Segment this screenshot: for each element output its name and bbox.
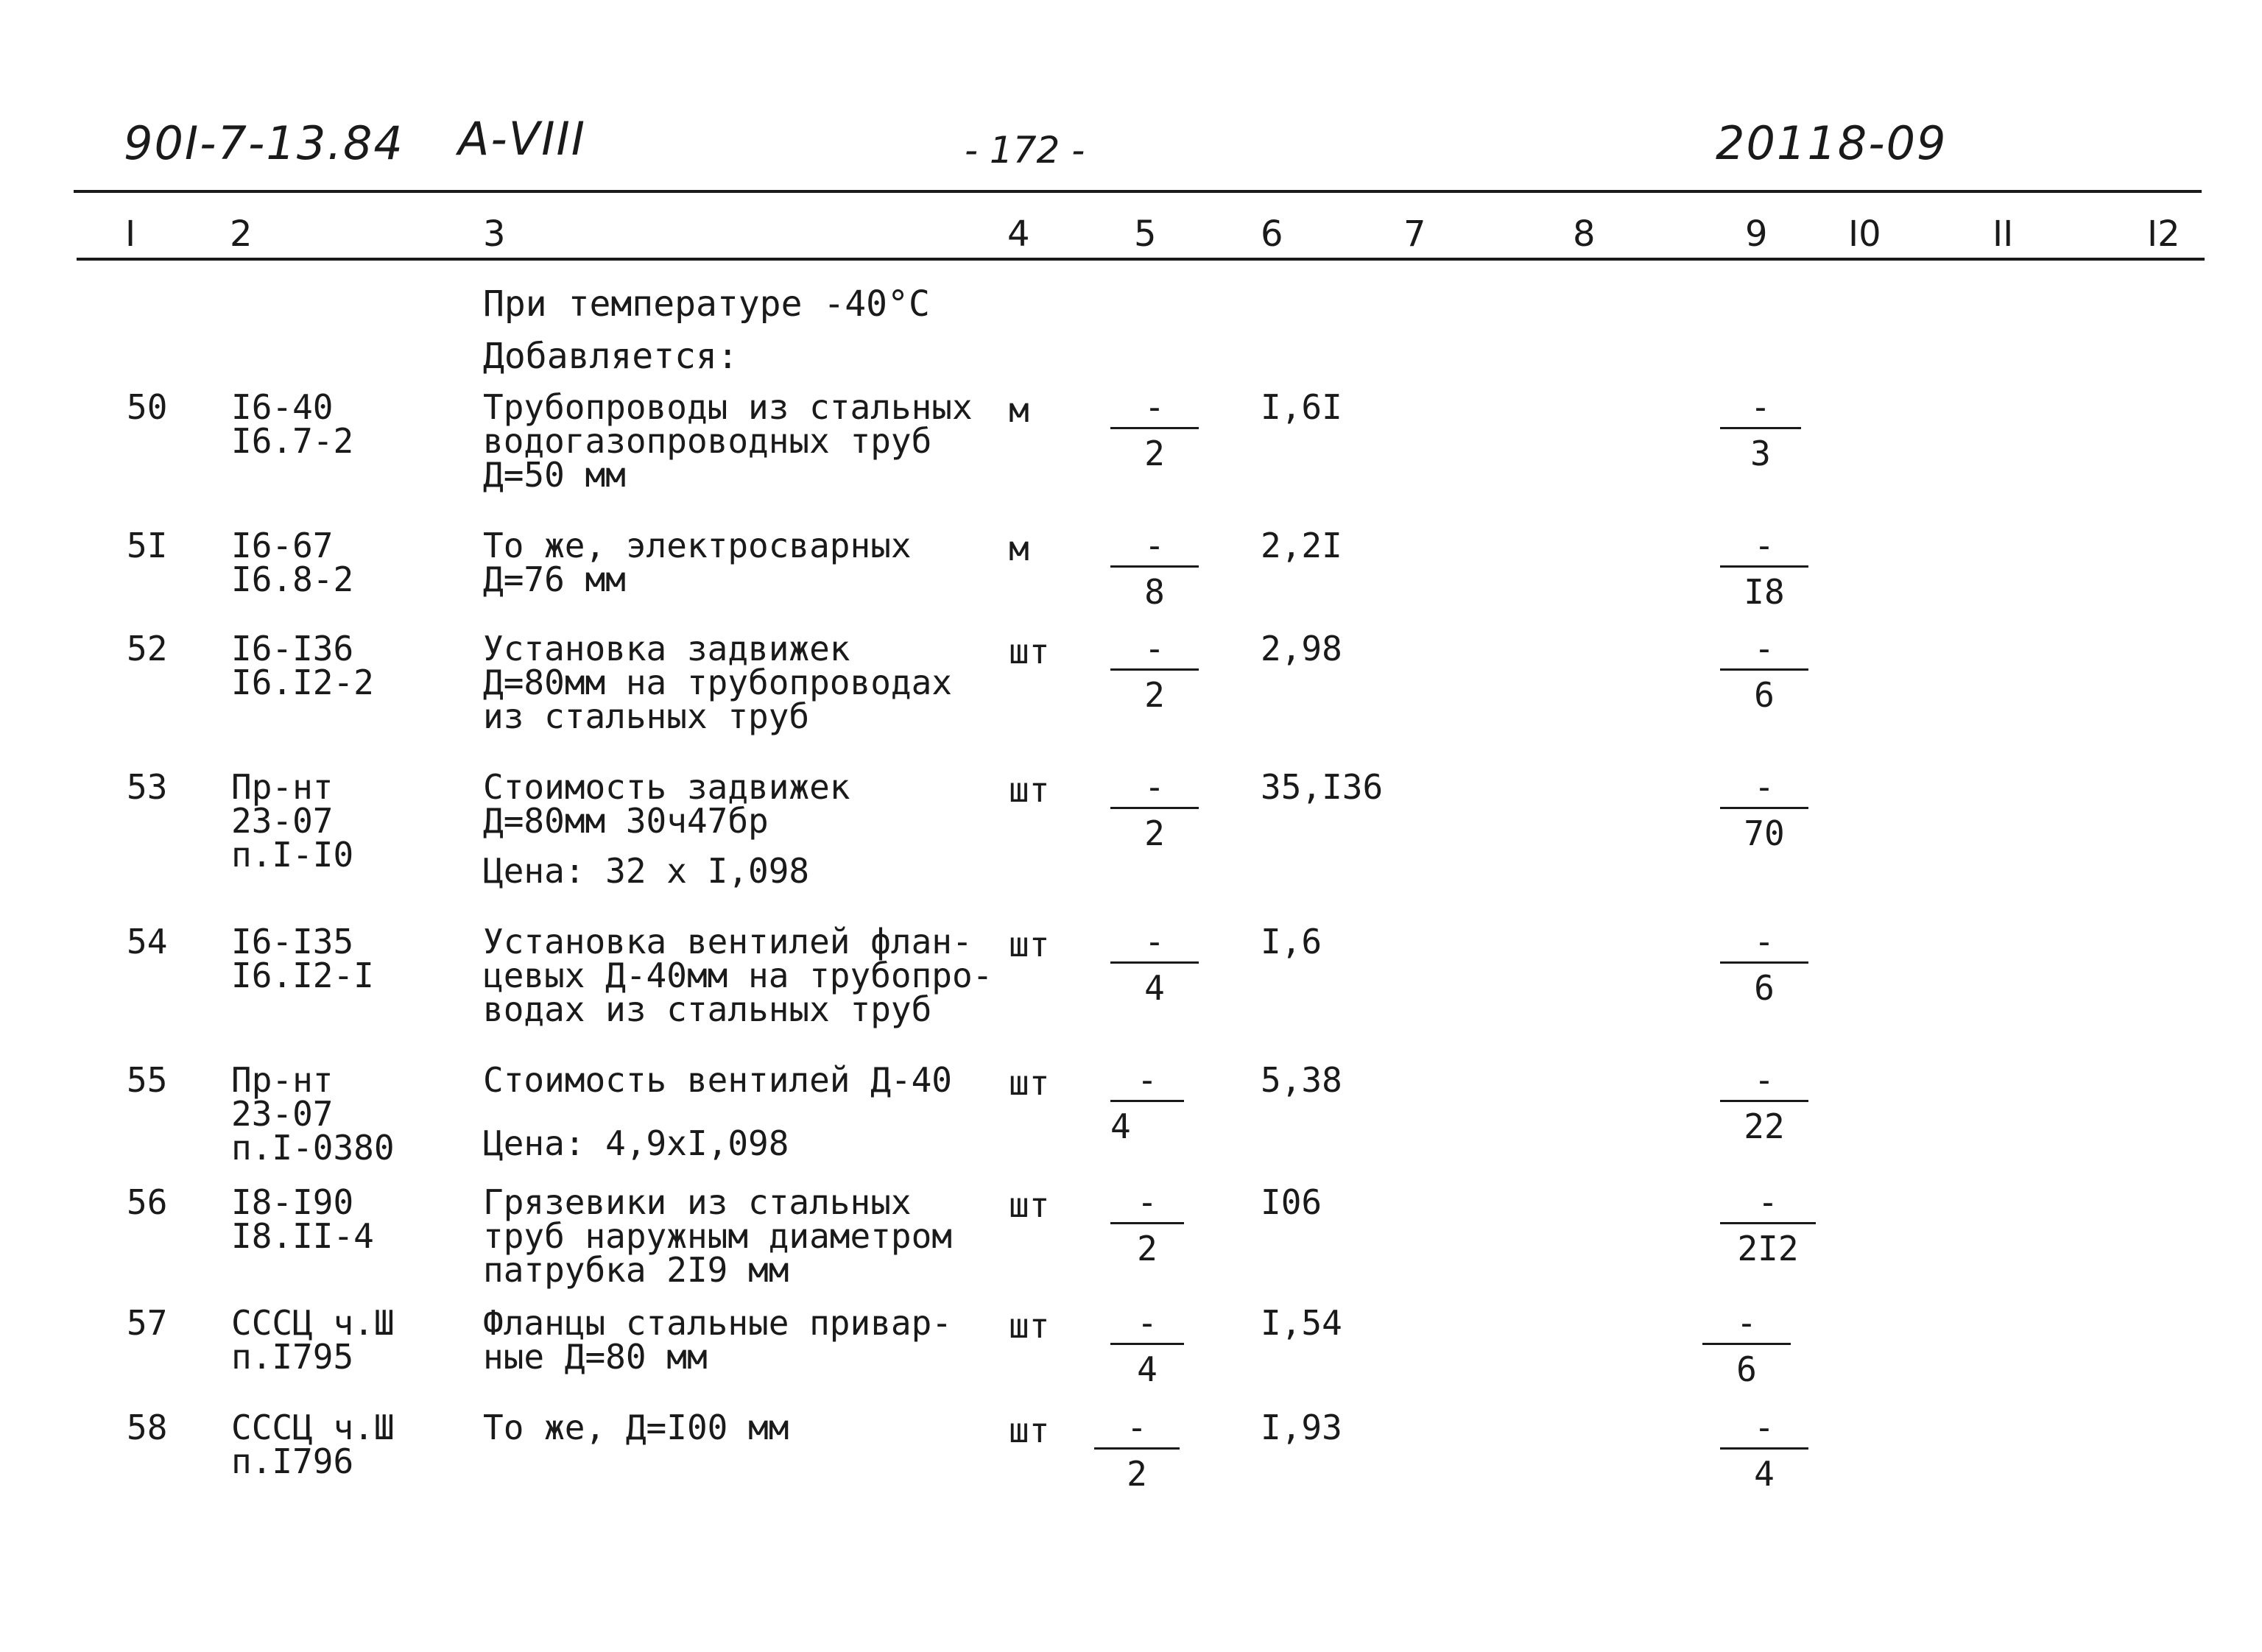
- column-number: I2: [2147, 213, 2180, 255]
- fraction-numerator: -: [1144, 387, 1165, 427]
- fraction-denominator: 4: [1754, 1454, 1775, 1494]
- fraction-denominator: 6: [1754, 968, 1775, 1008]
- fraction-numerator: -: [1137, 1060, 1158, 1100]
- fraction-numerator: -: [1144, 526, 1165, 565]
- column-number: 4: [1007, 213, 1030, 255]
- norm-code-line: 23-07: [231, 1094, 334, 1134]
- work-description: [483, 387, 973, 495]
- unit: шт: [1009, 1063, 1050, 1103]
- column-5-fraction: [1110, 767, 1199, 853]
- norm-code-line: I6.I2-2: [231, 663, 374, 702]
- norm-code: [231, 1408, 395, 1481]
- work-description: [483, 922, 993, 1029]
- norm-code: [231, 922, 374, 995]
- work-description: [483, 1408, 789, 1447]
- fraction-numerator: -: [1127, 1408, 1147, 1447]
- fraction-denominator: 2: [1137, 1229, 1158, 1268]
- column-5-fraction: [1110, 1303, 1184, 1389]
- inventory-number: 20118-09: [1716, 116, 1948, 170]
- fraction-numerator: -: [1754, 1060, 1775, 1100]
- column-number: 7: [1403, 213, 1426, 255]
- norm-code: [231, 526, 354, 599]
- column-number: I: [125, 213, 136, 255]
- norm-code: [231, 1060, 395, 1168]
- work-description: [483, 629, 952, 736]
- norm-code: [231, 629, 374, 702]
- norm-code: [231, 767, 354, 875]
- row-number: 5I: [127, 526, 168, 565]
- column-number: 6: [1261, 213, 1283, 255]
- row-number: 56: [127, 1182, 168, 1222]
- norm-code-line: Пр-нт: [231, 767, 334, 807]
- fraction-numerator: -: [1144, 922, 1165, 961]
- description-line: Грязевики из стальных: [483, 1182, 912, 1222]
- fraction-bar: [1110, 1100, 1184, 1102]
- norm-code-line: I6-I35: [231, 922, 354, 961]
- fraction-bar: [1720, 961, 1808, 964]
- norm-code: [231, 387, 354, 461]
- unit: шт: [1009, 1411, 1050, 1450]
- row-number: 54: [127, 922, 168, 961]
- column-9-fraction: [1720, 629, 1808, 715]
- fraction-denominator: 6: [1754, 675, 1775, 715]
- album-number: А-VIII: [458, 112, 587, 166]
- fraction-denominator: 4: [1110, 1106, 1131, 1146]
- fraction-numerator: -: [1137, 1182, 1158, 1222]
- column-9-fraction: [1720, 922, 1808, 1008]
- fraction-bar: [1110, 427, 1199, 429]
- description-line: Д=80мм 30ч47бр: [483, 801, 769, 841]
- section-added-label: Добавляется:: [483, 336, 739, 377]
- fraction-bar: [1110, 1343, 1184, 1345]
- description-line: То же, Д=I00 мм: [483, 1408, 789, 1447]
- norm-code-line: I8-I90: [231, 1182, 354, 1222]
- work-description: [483, 1182, 952, 1290]
- row-number: 50: [127, 387, 168, 427]
- norm-code-line: I6.8-2: [231, 560, 354, 599]
- unit: шт: [1009, 770, 1050, 810]
- description-line: То же, электросварных: [483, 526, 912, 565]
- column-6-value: 5,38: [1261, 1060, 1342, 1100]
- row-number: 58: [127, 1408, 168, 1447]
- fraction-denominator: 2: [1144, 813, 1165, 853]
- column-9-fraction: [1720, 1182, 1816, 1268]
- fraction-bar: [1720, 1447, 1808, 1450]
- fraction-bar: [1720, 565, 1808, 568]
- fraction-bar: [1094, 1447, 1180, 1450]
- fraction-denominator: 3: [1750, 434, 1771, 473]
- column-5-fraction: [1110, 922, 1199, 1008]
- fraction-bar: [1720, 1222, 1816, 1224]
- column-number: 9: [1745, 213, 1768, 255]
- fraction-bar: [1110, 565, 1199, 568]
- column-6-value: I,6I: [1261, 387, 1342, 427]
- description-line: из стальных труб: [483, 696, 810, 736]
- description-line: Трубопроводы из стальных: [483, 387, 973, 427]
- column-number: 2: [230, 213, 253, 255]
- norm-code-line: Пр-нт: [231, 1060, 334, 1100]
- column-6-value: I,54: [1261, 1303, 1342, 1343]
- fraction-denominator: I8: [1744, 572, 1785, 612]
- column-9-fraction: [1720, 1060, 1808, 1146]
- description-line: водогазопроводных труб: [483, 421, 932, 461]
- fraction-bar: [1720, 807, 1808, 809]
- norm-code-line: п.I796: [231, 1441, 354, 1481]
- column-number: II: [1993, 213, 2014, 255]
- norm-code-line: I6-40: [231, 387, 334, 427]
- norm-code-line: СССЦ ч.Ш: [231, 1408, 395, 1447]
- fraction-numerator: -: [1736, 1303, 1757, 1343]
- description-line: труб наружным диаметром: [483, 1216, 952, 1256]
- fraction-denominator: 4: [1144, 968, 1165, 1008]
- description-line: Стоимость вентилей Д-40: [483, 1060, 952, 1100]
- unit: шт: [1009, 925, 1050, 964]
- work-description: [483, 526, 912, 599]
- column-9-fraction: [1720, 1408, 1808, 1494]
- fraction-bar: [1110, 961, 1199, 964]
- section-condition: При температуре -40°C: [483, 283, 930, 325]
- fraction-bar: [1110, 1222, 1184, 1224]
- norm-code-line: п.I-I0: [231, 835, 354, 875]
- column-6-value: I,93: [1261, 1408, 1342, 1447]
- column-number: 3: [483, 213, 506, 255]
- fraction-numerator: -: [1137, 1303, 1158, 1343]
- column-9-fraction: [1702, 1303, 1791, 1389]
- top-rule: [74, 190, 2202, 193]
- row-number: 57: [127, 1303, 168, 1343]
- norm-code: [231, 1303, 395, 1377]
- column-6-value: I06: [1261, 1182, 1322, 1222]
- fraction-denominator: 6: [1736, 1349, 1757, 1389]
- norm-code: [231, 1182, 374, 1256]
- column-number: I0: [1848, 213, 1881, 255]
- column-6-value: I,6: [1261, 922, 1322, 961]
- column-number: 8: [1573, 213, 1596, 255]
- column-5-fraction: [1094, 1408, 1180, 1494]
- norm-code-line: 23-07: [231, 801, 334, 841]
- column-9-fraction: [1720, 767, 1808, 853]
- description-line: Установка задвижек: [483, 629, 850, 668]
- fraction-bar: [1720, 668, 1808, 671]
- column-9-fraction: [1720, 387, 1801, 473]
- description-line: Д=80мм на трубопроводах: [483, 663, 952, 702]
- fraction-numerator: -: [1754, 526, 1775, 565]
- column-6-value: 2,98: [1261, 629, 1342, 668]
- description-line: Установка вентилей флан-: [483, 922, 973, 961]
- column-numbers-rule: [77, 258, 2205, 261]
- fraction-denominator: 70: [1744, 813, 1785, 853]
- fraction-numerator: -: [1754, 922, 1775, 961]
- unit: шт: [1009, 1185, 1050, 1225]
- fraction-numerator: -: [1754, 1408, 1775, 1447]
- work-description: [483, 767, 850, 841]
- fraction-denominator: 4: [1137, 1349, 1158, 1389]
- description-line: водах из стальных труб: [483, 989, 932, 1029]
- fraction-numerator: -: [1758, 1182, 1778, 1222]
- column-5-fraction: [1110, 1060, 1184, 1146]
- description-line: Д=76 мм: [483, 560, 626, 599]
- fraction-numerator: -: [1754, 767, 1775, 807]
- column-5-fraction: [1110, 1182, 1184, 1268]
- column-5-fraction: [1110, 387, 1199, 473]
- column-5-fraction: [1110, 629, 1199, 715]
- price-note: Цена: 32 x I,098: [483, 851, 810, 891]
- column-6-value: 2,2I: [1261, 526, 1342, 565]
- column-number: 5: [1134, 213, 1157, 255]
- norm-code-line: п.I-0380: [231, 1128, 395, 1168]
- fraction-bar: [1702, 1343, 1791, 1345]
- fraction-bar: [1110, 807, 1199, 809]
- description-line: патрубка 2I9 мм: [483, 1250, 789, 1290]
- description-line: Д=50 мм: [483, 455, 626, 495]
- work-description: [483, 1060, 952, 1100]
- page-number: - 172 -: [965, 129, 1085, 172]
- fraction-denominator: 2: [1144, 675, 1165, 715]
- fraction-numerator: -: [1754, 629, 1775, 668]
- fraction-numerator: -: [1144, 629, 1165, 668]
- unit: шт: [1009, 1306, 1050, 1346]
- fraction-denominator: 2I2: [1737, 1229, 1799, 1268]
- norm-code-line: I8.II-4: [231, 1216, 374, 1256]
- price-note: Цена: 4,9xI,098: [483, 1123, 789, 1163]
- fraction-bar: [1110, 668, 1199, 671]
- work-description: [483, 1303, 952, 1377]
- column-6-value: 35,I36: [1261, 767, 1384, 807]
- norm-code-line: п.I795: [231, 1337, 354, 1377]
- fraction-denominator: 22: [1744, 1106, 1785, 1146]
- norm-code-line: I6-67: [231, 526, 334, 565]
- description-line: Фланцы стальные привар-: [483, 1303, 952, 1343]
- unit: м: [1009, 390, 1029, 430]
- column-9-fraction: [1720, 526, 1808, 612]
- document-code: 90I-7-13.84: [124, 116, 404, 170]
- fraction-denominator: 2: [1127, 1454, 1147, 1494]
- description-line: ные Д=80 мм: [483, 1337, 708, 1377]
- row-number: 55: [127, 1060, 168, 1100]
- row-number: 53: [127, 767, 168, 807]
- description-line: Стоимость задвижек: [483, 767, 850, 807]
- norm-code-line: СССЦ ч.Ш: [231, 1303, 395, 1343]
- fraction-bar: [1720, 427, 1801, 429]
- unit: шт: [1009, 632, 1050, 671]
- fraction-numerator: -: [1144, 767, 1165, 807]
- fraction-bar: [1720, 1100, 1808, 1102]
- norm-code-line: I6.I2-I: [231, 956, 374, 995]
- fraction-denominator: 2: [1144, 434, 1165, 473]
- norm-code-line: I6-I36: [231, 629, 354, 668]
- fraction-denominator: 8: [1144, 572, 1165, 612]
- norm-code-line: I6.7-2: [231, 421, 354, 461]
- column-5-fraction: [1110, 526, 1199, 612]
- description-line: цевых Д-40мм на трубопро-: [483, 956, 993, 995]
- row-number: 52: [127, 629, 168, 668]
- unit: м: [1009, 529, 1029, 568]
- fraction-numerator: -: [1750, 387, 1771, 427]
